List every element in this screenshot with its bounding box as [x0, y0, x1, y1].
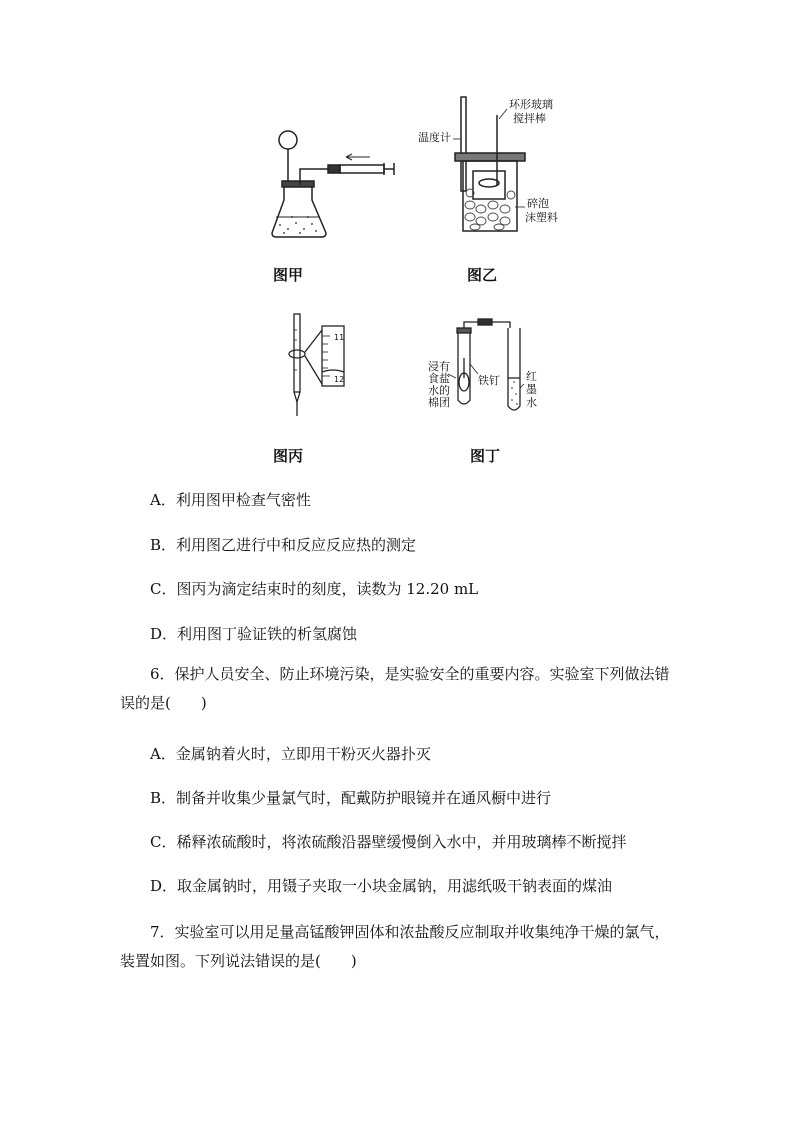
label-nail: 铁钉	[478, 374, 500, 387]
label-cotton-4: 棉团	[428, 396, 450, 409]
label-ink-2: 墨	[526, 383, 537, 396]
caption-jia: 图甲	[273, 266, 304, 284]
q5-option-d: D．利用图丁验证铁的析氢腐蚀	[150, 625, 358, 643]
tick-label-12: 12	[334, 375, 345, 384]
label-cotton-1: 浸有	[428, 360, 450, 373]
q6-option-c: C．稀释浓硫酸时，将浓硫酸沿器壁缓慢倒入水中，并用玻璃棒不断搅拌	[150, 833, 627, 851]
q7-stem: 7．实验室可以用足量高锰酸钾固体和浓盐酸反应制取并收集纯净干燥的氯气，装置如图。下列说法错误的是( )	[120, 923, 670, 970]
q5-option-a: A．利用图甲检查气密性	[150, 491, 311, 509]
figure-yi-calorimeter	[415, 95, 575, 240]
figure-jia-flask-syringe	[260, 125, 400, 245]
q6-option-d: D．取金属钠时，用镊子夹取一小块金属钠，用滤纸吸干钠表面的煤油	[150, 877, 613, 895]
q5-option-c: C．图丙为滴定结束时的刻度，读数为 12.20 mL	[150, 580, 479, 598]
figure-bing-burette	[280, 310, 360, 420]
label-stir-rod-1: 环形玻璃	[509, 98, 553, 111]
label-cotton-3: 水的	[428, 384, 450, 397]
caption-ding: 图丁	[470, 447, 501, 465]
q6-stem: 6．保护人员安全、防止环境污染，是实验安全的重要内容。实验室下列做法错误的是( )	[120, 665, 670, 712]
label-foam-1: 碎泡	[527, 197, 549, 210]
q6-option-a: A．金属钠着火时，立即用干粉灭火器扑灭	[150, 745, 431, 763]
label-cotton-2: 食盐	[428, 372, 450, 385]
label-thermometer: 温度计	[418, 131, 451, 144]
caption-bing: 图丙	[273, 447, 304, 465]
label-stir-rod-2: 搅拌棒	[513, 112, 546, 125]
q6-option-b: B．制备并收集少量氯气时，配戴防护眼镜并在通风橱中进行	[150, 789, 552, 807]
label-ink-1: 红	[526, 370, 537, 383]
label-ink-3: 水	[526, 396, 537, 409]
figure-ding-corrosion	[420, 318, 560, 418]
q5-option-b: B．利用图乙进行中和反应反应热的测定	[150, 536, 417, 554]
label-foam-2: 沫塑料	[525, 211, 558, 224]
tick-label-11: 11	[334, 333, 345, 342]
caption-yi: 图乙	[467, 266, 498, 284]
